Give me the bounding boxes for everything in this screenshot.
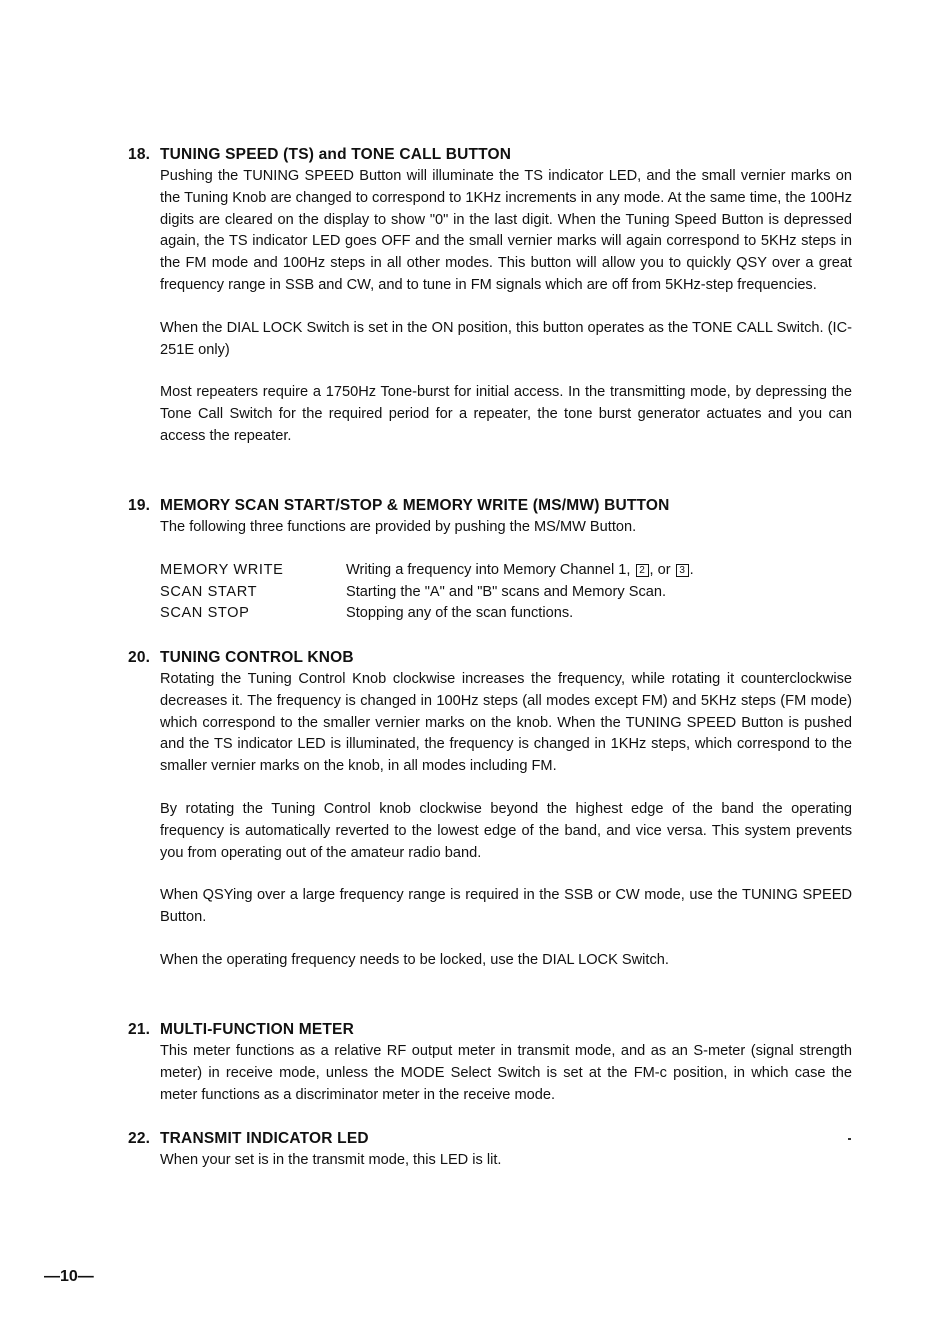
boxed-digit: 2 — [636, 564, 649, 577]
section-20 — [128, 647, 852, 972]
paragraph: When the operating frequency needs to be locked, use the DIAL LOCK Switch. — [160, 951, 669, 968]
paragraph: When your set is in the transmit mode, this LED is lit. — [160, 1152, 502, 1168]
function-name: SCAN STOP — [160, 605, 250, 622]
boxed-digit: 3 — [676, 564, 689, 577]
function-desc-text: , or — [649, 561, 671, 578]
section-title: MULTI-FUNCTION METER — [160, 1021, 354, 1038]
paragraph: Pushing the TUNING SPEED Button will illuminate the TS indicator LED, and the small vernier marks on the Tuning Knob are changed to correspond to 1KHz increments in any mode. At the same time, the 100Hz digits are cleared on the display to show "0" in the last digit. When the Tuning Speed Button is depressed again, the TS indicator LED goes OFF and the small vernier marks will again correspond to 5KHz steps in the FM mode and 100Hz steps in all other modes. This button will allow you to quickly QSY over a great frequency range in SSB and CW, and to tune in FM signals which are off from 5KHz-step frequencies. — [160, 168, 852, 293]
function-row — [160, 560, 852, 582]
function-table — [160, 560, 852, 625]
function-description: Starting the "A" and "B" scans and Memory Scan. — [346, 583, 667, 600]
paragraph: By rotating the Tuning Control knob clockwise beyond the highest edge of the band the operating frequency is automatically reverted to the lowest edge of the band, and vice versa. This system prevents you from operating out of the amateur radio band. — [160, 800, 852, 861]
paragraph: Rotating the Tuning Control Knob clockwise increases the frequency, while rotating it counterclockwise decreases it. The frequency is changed in 100Hz steps (all modes except FM) and 5KHz steps (FM mode) which correspond to the smaller vernier marks on the knob. When the TUNING SPEED Button is pushed and the TS indicator LED is illuminated, the frequency is changed in 1KHz steps, which correspond to the smaller vernier marks on the knob, in all modes including FM. — [160, 671, 852, 775]
section-heading — [128, 1128, 852, 1150]
function-name: MEMORY WRITE — [160, 561, 284, 578]
section-title: TUNING SPEED (TS) and TONE CALL BUTTON — [160, 146, 512, 163]
section-title: TUNING CONTROL KNOB — [160, 649, 354, 666]
section-number: 22. — [128, 1130, 151, 1147]
page-number: —10— — [44, 1268, 94, 1285]
section-21 — [128, 1019, 852, 1106]
function-row — [160, 603, 852, 625]
section-19 — [128, 495, 852, 625]
section-title: MEMORY SCAN START/STOP & MEMORY WRITE (MS/MW) BUTTON — [160, 497, 670, 514]
function-description: Stopping any of the scan functions. — [346, 605, 574, 622]
paragraph: When the DIAL LOCK Switch is set in the ON position, this button operates as the TONE CALL Switch. (IC-251E only) — [160, 319, 852, 358]
paragraph: Most repeaters require a 1750Hz Tone-burst for initial access. In the transmitting mode, by depressing the Tone Call Switch for the required period for a repeater, the tone burst generator actuates and you can access the repeater. — [160, 384, 852, 444]
section-number: 21. — [128, 1021, 151, 1038]
paragraph: This meter functions as a relative RF output meter in transmit mode, and as an S-meter (signal strength meter) in receive mode, unless the MODE Select Switch is set at the FM-c position, in which case the meter functions as a discriminator meter in the receive mode. — [160, 1043, 852, 1103]
function-desc-text: . — [689, 561, 694, 578]
section-22 — [128, 1128, 852, 1172]
section-heading — [128, 495, 852, 517]
section-title: TRANSMIT INDICATOR LED — [160, 1130, 369, 1147]
function-row — [160, 582, 852, 604]
section-heading — [128, 1019, 852, 1041]
paragraph: The following three functions are provided by pushing the MS/MW Button. — [160, 519, 637, 535]
scan-speck — [848, 1138, 851, 1140]
section-number: 20. — [128, 649, 151, 666]
function-name: SCAN START — [160, 583, 258, 600]
section-heading — [128, 144, 852, 166]
paragraph: When QSYing over a large frequency range is required in the SSB or CW mode, use the TUNING SPEED Button. — [160, 887, 852, 926]
section-heading — [128, 647, 852, 669]
function-desc-text: Writing a frequency into Memory Channel 1, — [346, 561, 631, 578]
section-number: 19. — [128, 497, 151, 514]
section-number: 18. — [128, 146, 151, 163]
section-18 — [128, 144, 852, 448]
function-description — [346, 560, 852, 582]
